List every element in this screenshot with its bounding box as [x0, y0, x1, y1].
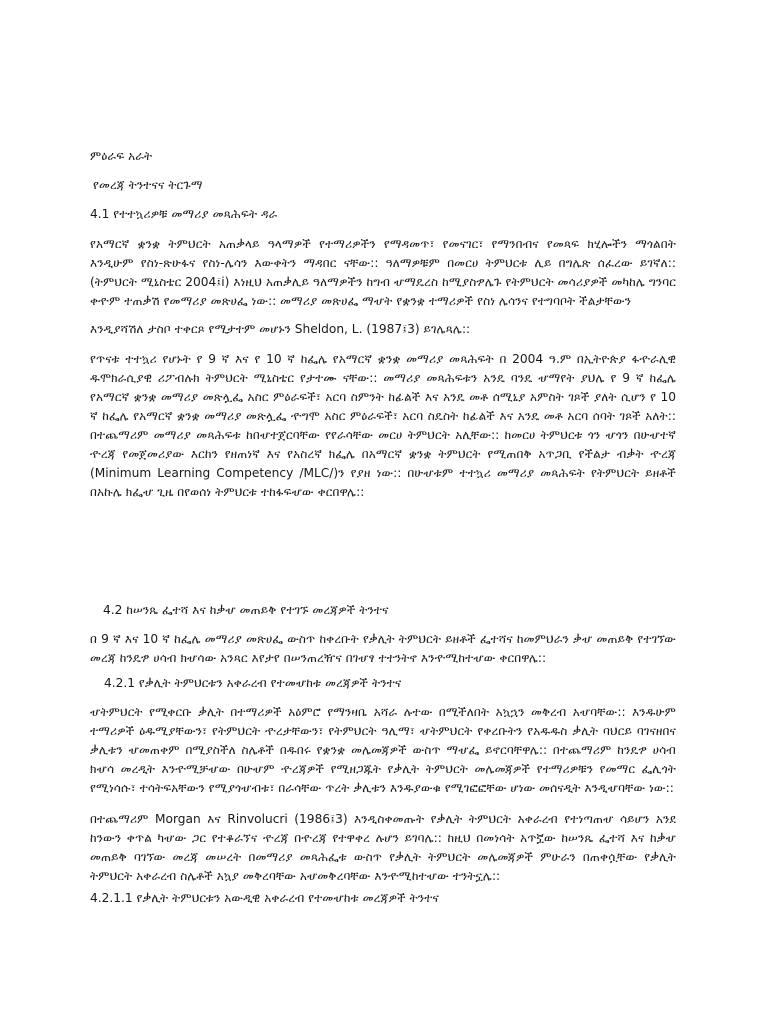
section-4-2-paragraph-1: በ 9 ኛ እና 10 ኛ ከፌሌ መማሪያ መጽሀፌ ውስጥ ከቀረቡት የቃሊት ትምህርት ይዘቶች ፌተሻና ከመምህራን ቃሇ መጠይቅ የተገኘው መረጃ ከንዴፇ ሀሳብ ክሇሳው አንጻር እየታየ በሠንጠረዥና በገሇፃ ተተንትኖ እንዯሚከተሇው ቀርበዋሌ:: [90, 632, 676, 665]
section-4-1-heading: 4.1 የተተኳሪዎቹ መማሪያ መጻሕፍት ዳራ [90, 207, 278, 221]
section-4-2-1-paragraph-1: ሇትምህርት የሚቀርቡ ቃሊት በተማሪዎች አዕምሮ የማንዛቤ አሻራ ሉተው በሚችለበት አኳኋን መቅረብ አሇባቸው:: እንዱሁም ተማሪዎች ዕዱሚያቸውን፣ የትምህርት ዯረታቸውን፣ የትምህርት ዓሊማ፣ ሇትምህርት የቀረቡትን የአዱዱስ ቃሊት ባህርይ ባገናዘበና ቃሊቱን ሇመጠቀም በሚያስችለ ስሌቶች በዱበሩ የቋንቋ መሌመጃዎች ውስጥ ማሇፌ ይኖርባቸዋሌ:: በተጨማሪም ከንዴፇ ሀሳብ ክሇሳ መረዲት እንዯሚቻሇው በሁሇም ዯረጃዎች የሚዘጋጁት የቃሊት ትምህርት መሌመጃዎች የተማሪዎቹን የመማር ፌሊጎት የሚነሳሱ፣ ተሳትፍአቸውን የሚያጎሇብቱ፣ በራሳቸው ጥረት ቃሊቱን እንዱያውቁ የሚገፎፎቸው ሆነው መሰናዲት እንዲሇባቸው ነው:: [90, 705, 676, 795]
chapter-title: ምዕራፍ አራት [90, 149, 153, 163]
section-4-2-1-paragraph-2: በተጨማሪም Morgan እና Rinvolucri (1986፤3) እንዲስቀመጡት የቃሊት ትምህርት አቀራረብ የተነጣጠሇ ሳይሆን አንደ ከንውን ቀጥል ካሇው ጋር የተቆራኘና ዯረጃ በዯረጃ የተዋቀረ ሉሆን ይገባሌ:: ከዚህ በመነሳት አጥኟው ከሠንጼ ፌተሻ እና ከቃሇ መጠይቅ ባገኘው መረጃ መሠረት በመማሪያ መጻሕፌቱ ውስጥ የቃሊት ትምህርት መሌመጃዎች ምሁራን በጠቀሷቸው የቃሊት ትምህርት አቀራረብ ስሌቶች አኳያ መቅረባቸው አሇመቅረባቸው እንዯሚከተሇው ተንትኗሌ:: [90, 812, 676, 883]
section-4-2-heading: 4.2 ከሠንጼ ፌተሻ እና ከቃሇ መጠይቅ የተገኙ መረጃዎች ትንተና [103, 603, 389, 617]
section-4-1-paragraph-3: የጥናቱ ተተኳሪ የሆኑት የ 9 ኛ እና የ 10 ኛ ከፌሌ የአማርኛ ቋንቋ መማሪያ መጻሕፍት በ 2004 ዓ.ም በኢትዮጵያ ፋዯራሊዊ ዱሞክራሲያዊ ሪፖብሉክ ትምህርት ሚኒስቴር የታተሙ ናቸው:: መማሪያ መጻሕፍቱን አንዴ ባንዴ ሇማየት ያህሌ የ 9 ኛ ከፌሌ የአማርኛ ቋንቋ መማሪያ መጽሏፌ አስር ምዕራፍች፣ አርባ ስምንት ከፊልች እና አንዴ መቶ ሰሚኒያ አምስት ገጾች ያለት ሲሆን የ 10 ኛ ከፌሌ የአማርኛ ቋንቋ መማሪያ መጽሏፌ ዯግሞ አስር ምዕራፍች፣ አርባ ስዴስት ከፊልች እና አንዴ መቶ አርባ ሰባት ገጾች አለት:: በተጨማሪም መማሪያ መጻሕፍቱ ከበሇተጀርባቸው የየራሳቸው መርሀ ትምህርት አሊቸው:: ከመርሀ ትምህርቱ ጎን ሇጎን በሁሇተኛ ዯረጃ የመጀመሪያው እርከን የዘጠነኛ እና የአስረኛ ክፌሌ በአማርኛ ቋንቋ ትምህርት የሚጠበቅ አጥጋቢ የችልታ ብቃት ዯረጃ (Minimum Learning Competency /MLC/)ን የያዘ ነው:: በሁሇቱም ተተኳሪ መማሪያ መጻሕፍት የትምህርት ይዘቶች በአኩሌ ክፌሇ ጊዜ በየወሰነ ትምህርቱ ተከፋፍሇው ቀርበዋሌ:: [90, 352, 676, 499]
section-4-2-1-heading: 4.2.1 የቃሊት ትምህርቱን አቀራረብ የተመሇከቱ መረጃዎች ትንተና [104, 676, 402, 690]
section-4-1-paragraph-1: የአማርኛ ቋንቋ ትምህርት አጠቃላይ ዓላማዎች የተማሪዎችን የማዳመጥ፣ የመናገር፣ የማንበብና የመጻፍ ክሂሎችን ማጎልበት እንዲሁም የስነ-ጽሁፋና የስነ-ሌሳን እውቀትን ማዳበር ናቸው:: ዓለማዎቹም በመርሀ ትምህርቱ ሊይ በግሌጽ ሰፈረው ይገኛለ:: (ትምህርት ሚኒስቴር 2004፤i) እነዚህ አጠቃሊይ ዓለማዎችን ከግብ ሇማዴረስ ከሚያስፇሌጉ የትምህርት መሳሪያዎች መካከሌ ግንባር ቀዯም ተጠቃሽ የመማሪያ መጽሀፌ ነው:: መማሪያ መጽሀፌ ማሇት የቋንቋ ተማሪዎች የስነ ሌሳንና የተግባቦት ችልታቸውን [90, 237, 676, 308]
chapter-subtitle: የመረጃ ትንተናና ትርጉማ [93, 178, 203, 192]
section-4-2-1-1-heading: 4.2.1.1 የቃሊት ትምህርቱን አውዲዊ አቀራረብ የተመሇከቱ መረጃዎች ትንተና [90, 891, 439, 905]
section-4-1-paragraph-2: እንዲያሻሽለ ታስቦ ተቀርጾ የሚታተም መሆኑን Sheldon, L. (1987፤3) ይገሌጻሌ:: [90, 322, 471, 336]
